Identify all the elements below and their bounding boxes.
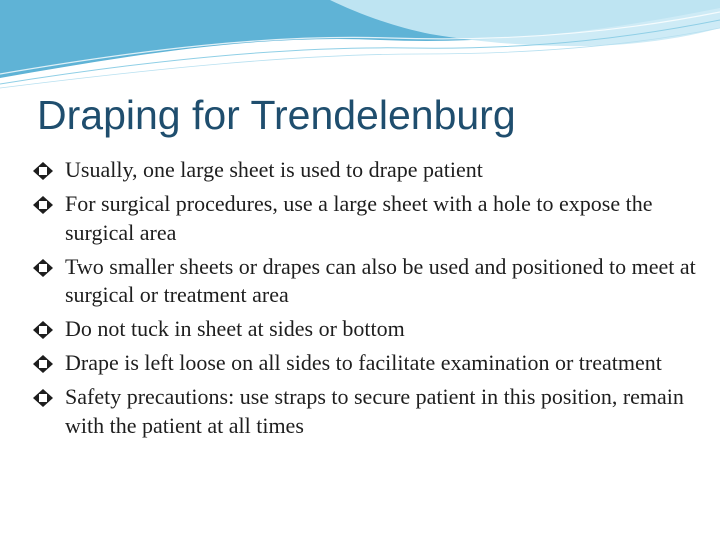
bullet-text: Do not tuck in sheet at sides or bottom (65, 316, 405, 341)
bullet-text: For surgical procedures, use a large sheet with a hole to expose the surgical area (65, 191, 653, 245)
missing-glyph-icon (32, 388, 54, 408)
bullet-text: Usually, one large sheet is used to drape patient (65, 157, 483, 182)
missing-glyph-icon (32, 161, 54, 181)
bullet-item (30, 349, 700, 378)
bullet-item (30, 156, 700, 185)
missing-glyph-icon (32, 354, 54, 374)
missing-glyph-icon (32, 195, 54, 215)
wave-header-decoration (0, 0, 720, 90)
bullet-text: Two smaller sheets or drapes can also be used and positioned to meet at surgical or treatment area (65, 253, 696, 307)
missing-glyph-icon (32, 320, 54, 340)
bullet-item (30, 190, 700, 247)
bullet-item (30, 383, 700, 440)
missing-glyph-icon (32, 258, 54, 278)
slide-title: Draping for Trendelenburg (37, 92, 516, 138)
bullet-list (30, 156, 700, 446)
bullet-text: Drape is left loose on all sides to facilitate examination or treatment (65, 350, 662, 375)
bullet-text: Safety precautions: use straps to secure patient in this position, remain with the patient at all times (65, 384, 684, 438)
bullet-item (30, 315, 700, 344)
bullet-item (30, 253, 700, 310)
